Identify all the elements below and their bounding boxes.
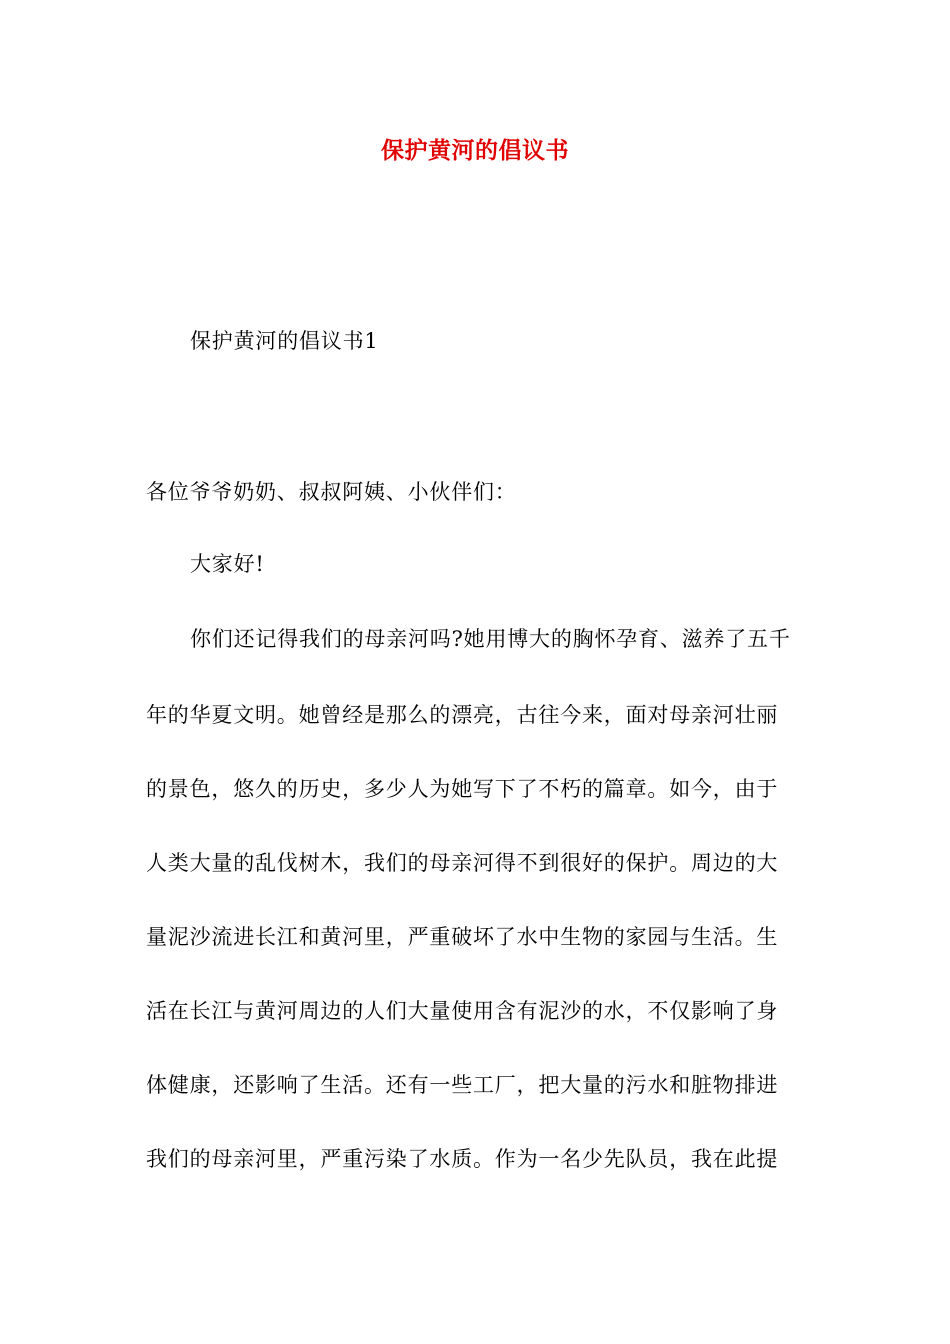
body-line: 我们的母亲河里，严重污染了水质。作为一名少先队员，我在此提 <box>146 1147 779 1171</box>
body-line: 人类大量的乱伐树木，我们的母亲河得不到很好的保护。周边的大 <box>146 851 779 875</box>
section-heading: 保护黄河的倡议书1 <box>190 329 379 353</box>
body-line: 活在长江与黄河周边的人们大量使用含有泥沙的水，不仅影响了身 <box>146 999 779 1023</box>
salutation: 各位爷爷奶奶、叔叔阿姨、小伙伴们： <box>146 480 517 504</box>
body-line: 的景色，悠久的历史，多少人为她写下了不朽的篇章。如今，由于 <box>146 777 779 801</box>
body-line: 年的华夏文明。她曾经是那么的漂亮，古往今来，面对母亲河壮丽 <box>146 703 779 727</box>
body-line: 量泥沙流进长江和黄河里，严重破坏了水中生物的家园与生活。生 <box>146 925 779 949</box>
body-line: 体健康，还影响了生活。还有一些工厂，把大量的污水和脏物排进 <box>146 1073 779 1097</box>
document-title: 保护黄河的倡议书 <box>381 137 569 164</box>
greeting: 大家好! <box>190 552 265 576</box>
body-line: 你们还记得我们的母亲河吗?她用博大的胸怀孕育、滋养了五千 <box>190 627 791 651</box>
